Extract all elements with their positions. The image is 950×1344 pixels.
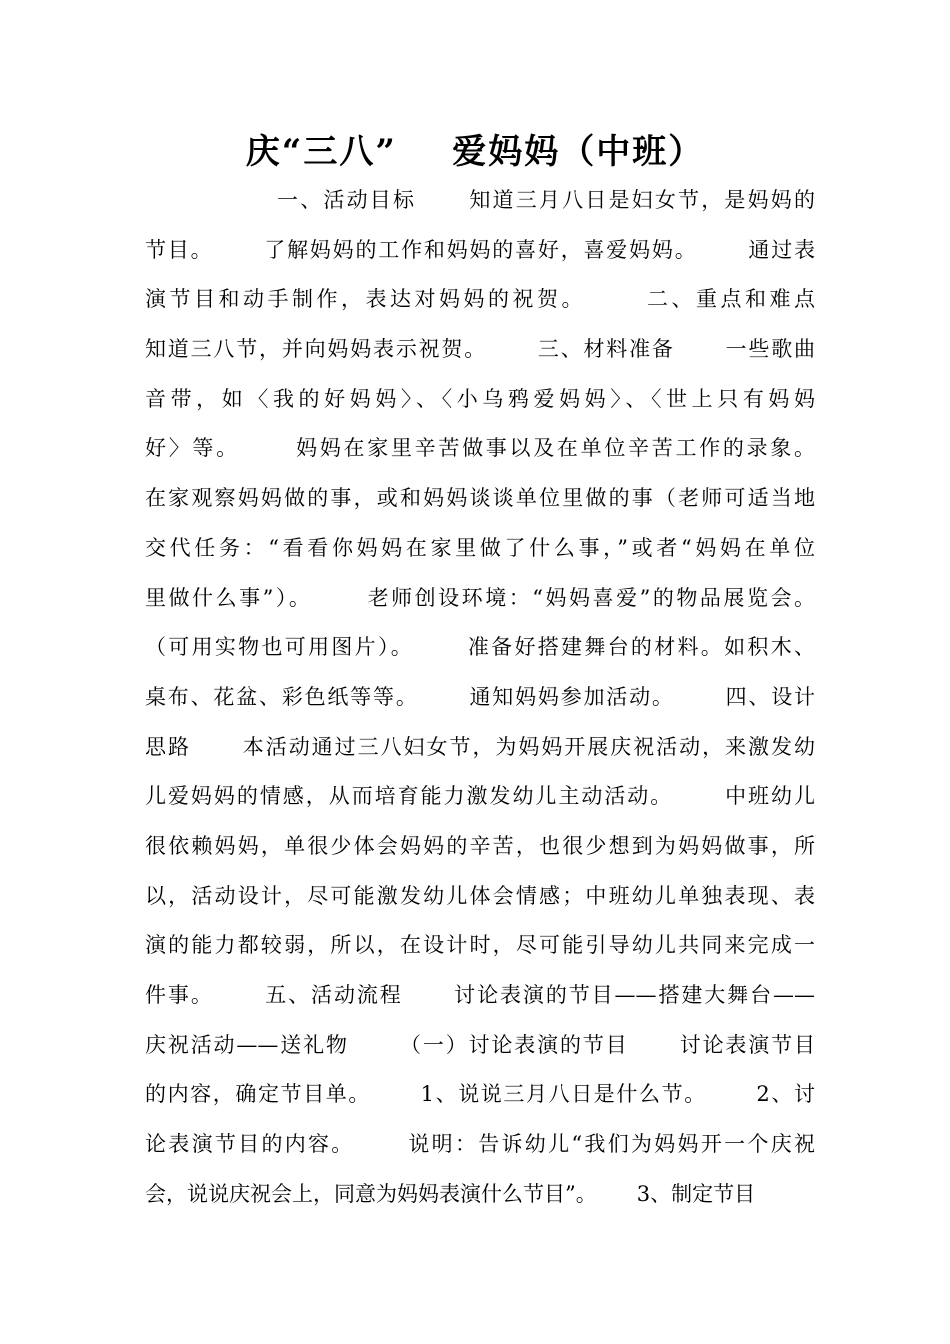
- body-line: 论表演节目的内容。 说明：告诉幼儿“我们为妈妈开一个庆祝: [145, 1132, 815, 1157]
- body-line: 在家观察妈妈做的事，或和妈妈谈谈单位里做的事（老师可适当地: [145, 486, 815, 511]
- body-line: 以，活动设计，尽可能激发幼儿体会情感；中班幼儿单独表现、表: [145, 883, 815, 908]
- body-line: 一、活动目标 知道三月八日是妇女节，是妈妈的: [277, 188, 815, 212]
- body-line: 演的能力都较弱，所以，在设计时，尽可能引导幼儿共同来完成一: [145, 933, 815, 958]
- body-line: 知道三八节，并向妈妈表示祝贺。 三、材料准备 一些歌曲: [145, 337, 815, 362]
- document-body: [145, 176, 815, 1219]
- body-line: 好〉等。 妈妈在家里辛苦做事以及在单位辛苦工作的录象。: [145, 436, 815, 461]
- body-line: 会，说说庆祝会上，同意为妈妈表演什么节目”。 3、制定节目: [145, 1181, 756, 1206]
- body-line: 儿爱妈妈的情感，从而培育能力激发幼儿主动活动。 中班幼儿: [145, 784, 815, 809]
- document-title: 庆“三八” 爱妈妈（中班）: [245, 132, 705, 172]
- body-line: 件事。 五、活动流程 讨论表演的节目——搭建大舞台——: [145, 983, 815, 1007]
- body-line: 思路 本活动通过三八妇女节，为妈妈开展庆祝活动，来激发幼: [145, 734, 815, 759]
- body-line: 演节目和动手制作，表达对妈妈的祝贺。 二、重点和难点: [145, 287, 815, 312]
- body-line: 里做什么事”）。 老师创设环境：“妈妈喜爱”的物品展览会。: [145, 585, 815, 610]
- body-line: 的内容，确定节目单。 1、说说三月八日是什么节。 2、讨: [145, 1082, 815, 1107]
- body-line: 庆祝活动——送礼物 （一）讨论表演的节目 讨论表演节目: [145, 1032, 815, 1057]
- body-line: 桌布、花盆、彩色纸等等。 通知妈妈参加活动。 四、设计: [145, 684, 815, 709]
- body-line: 很依赖妈妈，单很少体会妈妈的辛苦，也很少想到为妈妈做事，所: [145, 833, 815, 858]
- body-line: （可用实物也可用图片）。 准备好搭建舞台的材料。如积木、: [145, 635, 815, 660]
- body-line: 节目。 了解妈妈的工作和妈妈的喜好，喜爱妈妈。 通过表: [145, 237, 815, 262]
- body-line: 音带，如〈我的好妈妈〉、〈小乌鸦爱妈妈〉、〈世上只有妈妈: [145, 386, 815, 411]
- body-line: 交代任务：“看看你妈妈在家里做了什么事，”或者“妈妈在单位: [145, 535, 815, 560]
